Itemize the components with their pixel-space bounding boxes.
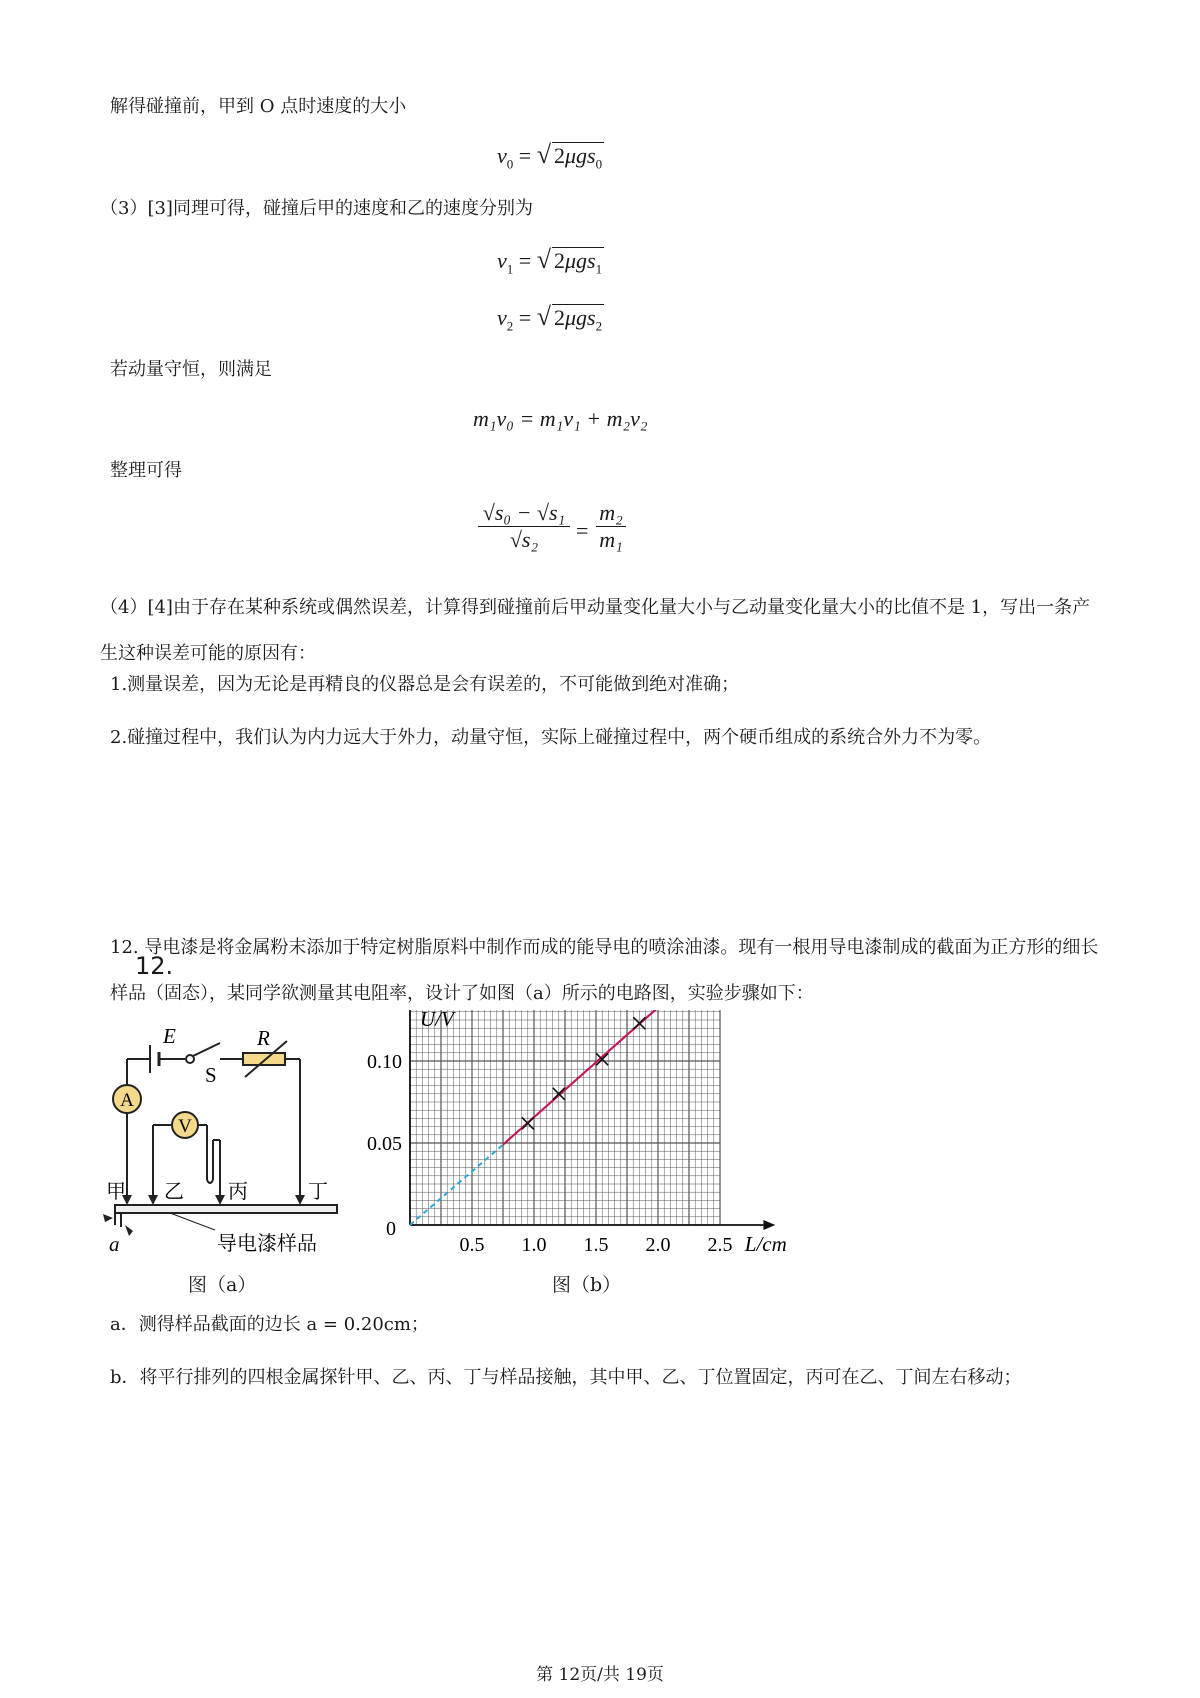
- x-tick-label: 1.5: [583, 1234, 609, 1256]
- paragraph: （3）[3]同理可得，碰撞后甲的速度和乙的速度分别为: [100, 198, 533, 219]
- question-number: 12.: [135, 952, 174, 980]
- x-tick-label: 0.5: [459, 1234, 485, 1256]
- side-length-label: a: [109, 1232, 120, 1256]
- probe-label-jia: 甲: [106, 1181, 126, 1203]
- paragraph: （4）[4]由于存在某种系统或偶然误差，计算得到碰撞前后甲动量变化量大小与乙动量变化量大小的比值不是 1，写出一条产生这种误差可能的原因有：: [100, 597, 1091, 664]
- battery-label: E: [163, 1025, 176, 1048]
- probe-label-yi: 乙: [164, 1181, 184, 1203]
- y-tick-label: 0.05: [367, 1133, 402, 1155]
- y-axis-label: U/V: [420, 1010, 454, 1031]
- ammeter-label: A: [120, 1090, 134, 1111]
- u-l-chart: [355, 1010, 805, 1260]
- paragraph: 解得碰撞前，甲到 O 点时速度的大小: [110, 96, 407, 117]
- equation-v2: $v_2$ = √ 2μgs$_2$: [497, 302, 603, 334]
- x-tick-label: 2.5: [707, 1234, 733, 1256]
- equation-momentum: m₁v₀ = m₁v₁ + m₂v₂: [473, 406, 648, 431]
- paragraph: 若动量守恒，则满足: [110, 359, 272, 380]
- paragraph: 1.测量误差，因为无论是再精良的仪器总是会有误差的，不可能做到绝对准确；: [110, 674, 740, 695]
- extension-line: [410, 1145, 503, 1225]
- paragraph: 整理可得: [110, 460, 182, 481]
- sample-label: 导电漆样品: [217, 1233, 317, 1255]
- y-tick-label: 0.10: [367, 1051, 402, 1073]
- equation-v0: $v_0$ = √ 2μgs$_0$: [497, 140, 603, 172]
- paragraph: 2.碰撞过程中，我们认为内力远大于外力，动量守恒，实际上碰撞过程中，两个硬币组成的系统合外力不为零。: [110, 727, 992, 748]
- equation-v1: $v_1$ = √ 2μgs$_1$: [497, 245, 603, 277]
- paragraph: 12. 导电漆是将金属粉末添加于特定树脂原料中制作而成的能导电的喷涂油漆。现有一根用导电漆制成的截面为正方形的细长样品（固态），某同学欲测量其电阻率，设计了如图（a）所示的电路图，实验步骤如下：: [110, 937, 1099, 1004]
- x-tick-label: 1.0: [521, 1234, 547, 1256]
- rheostat-label: R: [257, 1026, 270, 1050]
- figure-b-caption: 图（b）: [552, 1274, 622, 1296]
- probe-label-ding: 丁: [308, 1181, 328, 1203]
- equation-ratio: $\frac{\text{√s₀ − √s₁}}{\text{√s₂}}$ = $\frac{\text{m₂}}{\text{m₁}}$: [478, 500, 638, 580]
- x-axis-label: L/cm: [744, 1232, 787, 1256]
- page-footer: 第 12页/共 19页: [536, 1665, 664, 1685]
- x-axis-arrow: [763, 1220, 775, 1230]
- probe-label-bing: 丙: [228, 1181, 248, 1203]
- circuit-diagram: [95, 1025, 345, 1280]
- origin-label: 0: [386, 1218, 396, 1240]
- paragraph: b．将平行排列的四根金属探针甲、乙、丙、丁与样品接触，其中甲、乙、丁位置固定，丙可在乙、丁间左右移动；: [110, 1367, 1022, 1388]
- voltmeter-label: V: [178, 1116, 192, 1137]
- switch-label: S: [205, 1063, 217, 1087]
- x-tick-label: 2.0: [645, 1234, 671, 1256]
- figure-a-caption: 图（a）: [188, 1274, 257, 1296]
- paragraph: a．测得样品截面的边长 a = 0.20cm；: [110, 1314, 429, 1335]
